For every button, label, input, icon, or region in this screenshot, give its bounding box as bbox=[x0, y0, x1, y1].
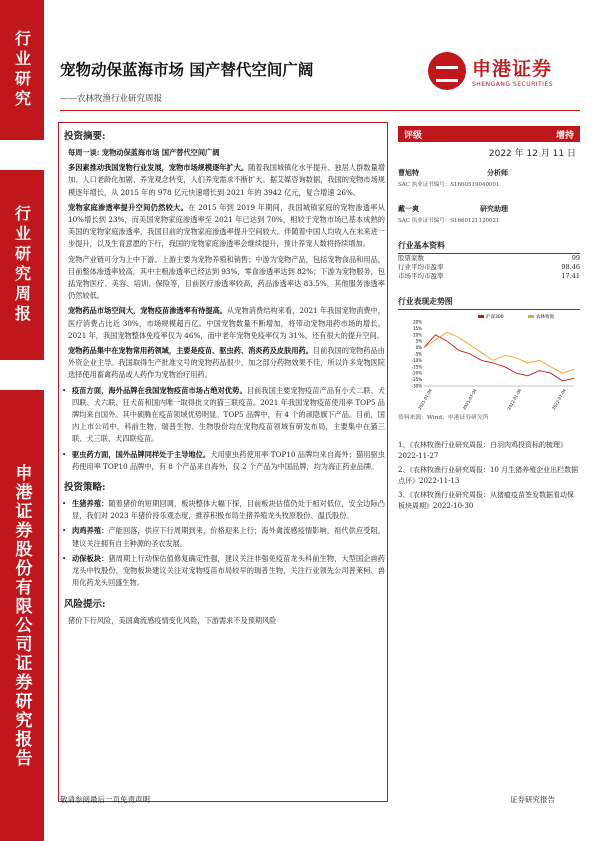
risk-text: 猪价下行风险，美国禽流感疫情变化风险，下游需求不及预期风险 bbox=[68, 615, 277, 625]
sidebar-label-3: 申港证券股份有限公司证券研究报告 bbox=[11, 463, 32, 768]
paragraph-lead: 宠物家庭渗透率提升空间仍然较大。 bbox=[68, 202, 189, 212]
basic-info-title: 行业基本资料 bbox=[398, 240, 580, 254]
analyst-role: 研究助理 bbox=[480, 204, 508, 213]
analyst-role: 分析师 bbox=[487, 168, 508, 177]
item-lead: 驱虫药方面，国外品牌同样处于主导地位。 bbox=[72, 449, 211, 459]
summary-bullet bbox=[60, 449, 385, 473]
series-line bbox=[424, 332, 574, 373]
legend-label: 农林牧渔 bbox=[536, 315, 554, 320]
item-lead: 生猪养殖： bbox=[72, 499, 109, 509]
basic-value: 98.46 bbox=[561, 263, 580, 271]
related-reports bbox=[398, 440, 580, 515]
y-tick-label: -30% bbox=[411, 383, 422, 389]
sidebar-block-3 bbox=[0, 390, 44, 841]
rating-bar bbox=[398, 126, 580, 142]
sidebar-block-1 bbox=[0, 0, 44, 140]
paragraph-text: 目前我国的宠物药品由外资企业主导。我国取得生产批准文号的宠物药品很少，加之部分药物效果不佳，所以许多宠物医院选择使用畜禽药品或人药作为宠物治疗用药。 bbox=[68, 346, 385, 380]
sidebar-label-1: 行业研究 bbox=[12, 30, 32, 110]
paragraph-lead: 宠物药品市场空间大，宠物疫苗渗透率有待提高。 bbox=[68, 306, 228, 316]
paragraph-text: 从宠物消费结构来看，2021 年我国宠物消费中，医疗消费占比近 30%，市场规模超百亿。中国宠物数量不断增加，将带动宠物用药市场的增长。2021 年，我国宠物整体免疫率仅为 46%，而中老年宠物免疫率仅为 31%，还有很大的提升空间。 bbox=[68, 306, 385, 340]
y-tick-label: 5% bbox=[415, 338, 422, 344]
y-tick-label: -25% bbox=[411, 377, 422, 383]
paragraph-lead: 宠物药品集中在宠物常用药领域，主要是疫苗、驱虫药、消炎药及皮肤用药。 bbox=[68, 346, 313, 356]
y-tick-label: -15% bbox=[411, 364, 422, 370]
related-report-link[interactable]: 1、《农林牧渔行业研究周报：白羽肉鸡投资标的梳理》2022-11-27 bbox=[398, 441, 567, 460]
item-lead: 疫苗方面，海外品牌在我国宠物疫苗市场占绝对优势。 bbox=[72, 385, 247, 395]
analyst-sac: SAC 执业证书编号：S1660519040001 bbox=[398, 182, 500, 188]
chart-source: 资料来源：Wind，申港证券研究所 bbox=[398, 415, 489, 421]
rating-value: 增持 bbox=[555, 130, 574, 141]
item-text: 目前我国主要宠物疫苗产品有小犬二联、犬四联、犬六联、狂犬苗和国内唯一取得批文的猫三联疫苗。2021 年我国宠物疫苗使用率 TOP5 品牌均来自国外。其中硕腾在疫苗领域优势明显。TOP5 品牌中，有 4 个的顽隐旗下产品。目前，国内上市公司中，科前生物、瑞普生物、生物股份均在宠物疫苗领域有研发布局，主要集中在猫三联、犬三联、犬四联疫苗。 bbox=[72, 385, 385, 444]
report-date: 2022 年 12 月 11 日 bbox=[488, 149, 576, 159]
item-text: 猪周期上行动保估值修复确定性强，建议关注非强免疫苗龙头科前生物，大型国企兽药龙头中牧股份，宠物板块建议关注对宠物疫苗布局较早的瑞普生物，关注行业领先公司普莱柯、兽用化药龙头回盛生物。 bbox=[72, 553, 385, 588]
analyst-name: 戴一爽 bbox=[398, 204, 419, 213]
logo-cn-text: 申港证券 bbox=[472, 58, 553, 80]
trend-title: 行业表现走势图 bbox=[398, 296, 580, 310]
y-tick-label: 20% bbox=[413, 319, 422, 325]
basic-key: 行业平均市盈率 bbox=[398, 263, 444, 271]
legend-swatch bbox=[478, 315, 484, 318]
paragraph-lead: 多因素推动我国宠物行业发展，宠物市场规模逐年扩大。 bbox=[68, 163, 249, 173]
page-subtitle: ——农林牧渔行业研究周报 bbox=[60, 94, 163, 104]
y-tick-label: -5% bbox=[414, 351, 422, 357]
logo-icon bbox=[428, 52, 466, 90]
header-divider bbox=[60, 110, 580, 111]
y-tick-label: 10% bbox=[413, 332, 422, 338]
item-lead: 肉鸡养殖： bbox=[72, 526, 109, 536]
analyst-sac: SAC 执业证书编号：S1660121120021 bbox=[398, 218, 500, 224]
summary-paragraph bbox=[60, 202, 385, 251]
related-report-link[interactable]: 3、《农林牧渔行业研究周报：从猪瘟疫苗签发数据看动保板块周期》2022-10-30 bbox=[398, 491, 574, 510]
summary-section bbox=[60, 122, 385, 630]
item-lead: 动保板块： bbox=[72, 553, 109, 563]
paragraph-text: 在 2015 年到 2019 年期间，我国城镇家庭的宠物渗透率从 10%增长到 23%，而美国宠物家庭渗透率至 2021 年已达到 70%，相较于宠物市场已基本成熟的美国的宠物家庭渗透率，我国目前的宠物家庭渗透率提升空间较大。伴随着中国人均收入在未来进一步提升，以及生育意愿的下行，我国的宠物家庭渗透率会继续提升，预计养宠人数将持续增加。 bbox=[68, 202, 385, 249]
sidebar-label-2: 行业研究周报 bbox=[12, 205, 32, 325]
basic-row bbox=[398, 272, 580, 281]
paragraph-text: 宠物产业链可分为上中下游。上游主要为宠物养殖和销售；中游为宠物产品，包括宠物食品和用品，目前整体渗透率较高，其中主粮渗透率已经达到 93%，零食渗透率达到 82%；下游为宠物服务，包括宠物医疗、美容、培训、保险等，目前医疗渗透率较高，药品渗透率达 83.5%，其他服务渗透率仍然较低。 bbox=[68, 254, 385, 301]
rating-label: 评级 bbox=[404, 130, 423, 141]
summary-paragraph bbox=[60, 254, 385, 303]
basic-key: 股票家数 bbox=[398, 254, 424, 262]
paragraph-text: 随着我国城镇化水平提升、独居人群数量增加、人口老龄化加剧、养宠观念转变，人们养宠需求不断扩大。据艾媒咨询数据，我国的宠物市场规模逐年增长，从 2015 年的 978 亿元快速增长到 2021 年的 3942 亿元，复合增速 26%。 bbox=[68, 163, 385, 197]
basic-row bbox=[398, 254, 580, 263]
basic-value: 17.41 bbox=[561, 272, 580, 280]
legend-swatch bbox=[528, 315, 534, 318]
summary-heading: 投资摘要: bbox=[64, 131, 106, 142]
summary-paragraph bbox=[60, 345, 385, 382]
advice-item bbox=[60, 498, 385, 522]
item-text: 随着猪价的短期回调，板块整体大幅下探，目前板块估值仍处于相对低位，安全边际凸显，我们对 2023 年猪价持乐观态度，推荐积极布局生猪养殖龙头牧原股份、温氏股份。 bbox=[72, 499, 385, 521]
week-line: 每周一谈: 宠物动保蓝海市场 国产替代空间广阔 bbox=[68, 148, 220, 157]
analyst-name: 曹旭特 bbox=[398, 168, 419, 177]
y-tick-label: -10% bbox=[411, 357, 422, 363]
left-sidebar bbox=[0, 0, 44, 841]
item-text: 产能回落，供应下行周期到来，价格迎来上行；海外禽流感疫情影响，祖代供应受阻，建议关注拥有自主种源的圣农发展。 bbox=[72, 526, 385, 548]
item-text: 犬用驱虫药使用率 TOP10 品牌均来自海外；猫用驱虫药使用率 TOP10 品牌中，有 8 个产品来自海外，仅 2 个产品为中国品牌，均为海正药业品牌。 bbox=[72, 449, 385, 471]
basic-value: 99 bbox=[571, 254, 580, 262]
basic-row bbox=[398, 263, 580, 272]
y-tick-label: 0% bbox=[415, 345, 422, 351]
page-title: 宠物动保蓝海市场 国产替代空间广阔 bbox=[60, 61, 314, 79]
sidebar-block-2 bbox=[0, 170, 44, 360]
summary-paragraph bbox=[60, 305, 385, 342]
summary-bullet bbox=[60, 385, 385, 446]
advice-heading: 投资策略: bbox=[64, 482, 106, 494]
y-tick-label: 15% bbox=[413, 325, 422, 331]
logo-en-text: SHENGANG SECURITIES bbox=[472, 81, 554, 88]
advice-item bbox=[60, 553, 385, 590]
y-tick-label: -20% bbox=[411, 370, 422, 376]
legend-label: 沪深300 bbox=[486, 315, 504, 320]
related-report-link[interactable]: 2、《农林牧渔行业研究周报：10 月生猪养殖企业出栏数据点评》2022-11-13 bbox=[398, 466, 579, 485]
advice-item bbox=[60, 525, 385, 549]
basic-key: 市场平均市盈率 bbox=[398, 272, 444, 280]
basic-info-table bbox=[398, 254, 580, 281]
x-tick-label: 2022-01-04 bbox=[506, 388, 523, 411]
analyst-1 bbox=[398, 168, 508, 188]
footer-disclaimer: 敬请参阅最后一页免责声明 bbox=[60, 795, 150, 804]
summary-paragraph bbox=[60, 162, 385, 199]
x-tick-label: 2022-07-04 bbox=[550, 388, 567, 411]
x-tick-label: 2021-07-04 bbox=[461, 388, 478, 411]
risk-heading: 风险提示: bbox=[64, 598, 106, 610]
footer-label: 证券研究报告 bbox=[510, 795, 555, 804]
analyst-2 bbox=[398, 204, 508, 224]
company-logo bbox=[428, 52, 553, 90]
trend-chart bbox=[398, 312, 580, 412]
x-tick-label: 2021-01-04 bbox=[416, 388, 433, 411]
